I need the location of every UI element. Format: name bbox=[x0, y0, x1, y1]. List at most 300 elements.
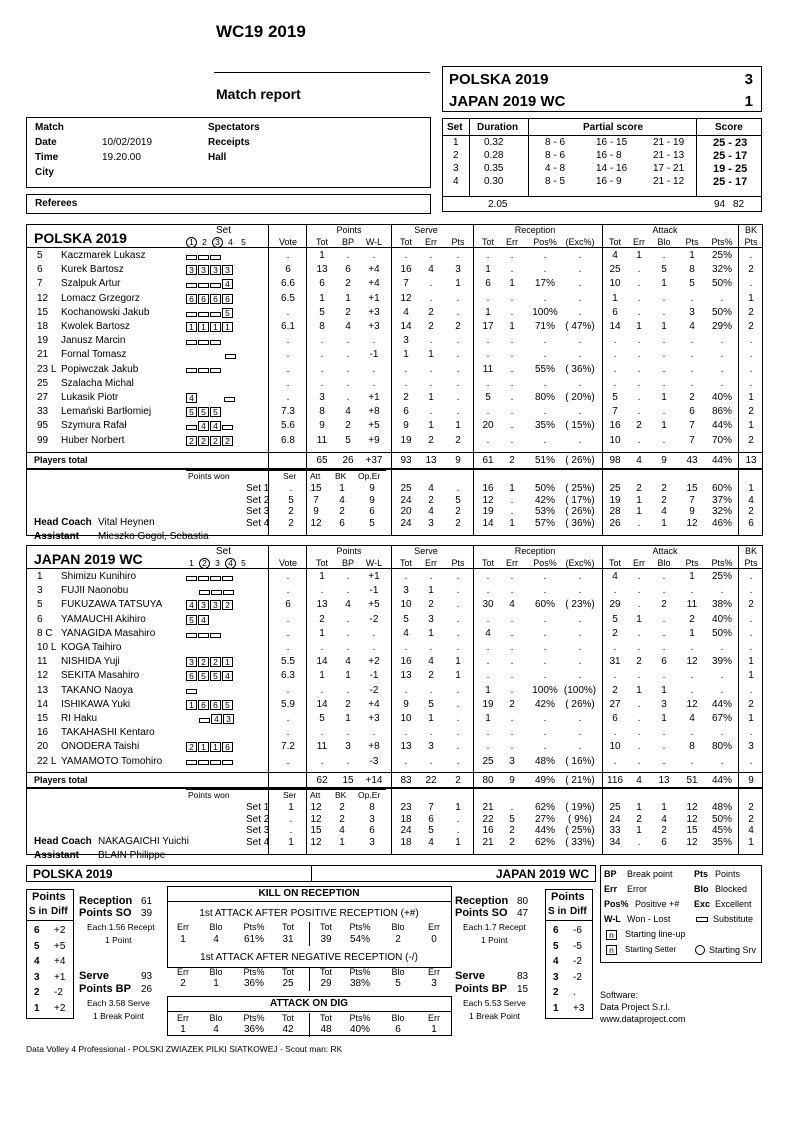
stat-bk: 1 bbox=[748, 670, 754, 682]
stat-wl: +9 bbox=[368, 434, 380, 446]
stat-r_exc: . bbox=[578, 741, 582, 753]
stat-bk: 13 bbox=[745, 455, 757, 466]
set-stat-sv_tot: 18 bbox=[400, 836, 412, 848]
stat-wl: +1 bbox=[368, 292, 380, 304]
stat-a_blo: . bbox=[662, 727, 666, 739]
stat-a_blo: 1 bbox=[661, 278, 667, 290]
col-head-exc: (Exc%) bbox=[565, 558, 595, 568]
stat-tot: 5 bbox=[319, 713, 325, 724]
stat-wl: +3 bbox=[368, 321, 380, 332]
substitute-mark bbox=[222, 576, 233, 581]
column-divider bbox=[306, 546, 307, 788]
set-stat-bk2: 1 bbox=[748, 483, 754, 494]
stat-sv_pts: . bbox=[456, 335, 460, 347]
stat-r_pos: . bbox=[543, 292, 547, 304]
starting-position: 2 bbox=[198, 436, 209, 446]
stat-sv_pts: 2 bbox=[455, 321, 461, 332]
stat-a_pts: 1 bbox=[689, 250, 695, 261]
set-oper: 9 bbox=[369, 483, 375, 494]
kill-head: Blo bbox=[209, 922, 223, 932]
diff-label: Diff bbox=[570, 906, 587, 917]
rotation-diff: -2 bbox=[573, 956, 582, 967]
kill-value: 2 bbox=[180, 978, 186, 989]
substitute-mark bbox=[199, 590, 210, 595]
set-stat-sv_pts: . bbox=[456, 813, 460, 825]
set-number: 3 bbox=[453, 163, 459, 174]
starting-position: 1 bbox=[222, 322, 233, 332]
stat-r_err: . bbox=[510, 741, 514, 753]
substitute-mark bbox=[198, 283, 209, 288]
player-number: 33 bbox=[37, 406, 49, 418]
stat-bk: . bbox=[749, 335, 753, 347]
stat-r_pos: . bbox=[543, 642, 547, 653]
set-stat-sv_pts: 5 bbox=[455, 494, 461, 506]
partial-score: 21 - 19 bbox=[653, 137, 685, 148]
stat-sv_tot: 3 bbox=[403, 335, 409, 347]
player-number: 1 bbox=[37, 571, 43, 582]
set-stat-a_pct: 48% bbox=[711, 802, 733, 813]
stat-r_err: . bbox=[510, 406, 514, 418]
stat-a_err: . bbox=[637, 349, 641, 361]
stat-sv_err: 2 bbox=[428, 599, 434, 611]
stat-r_pos: . bbox=[543, 613, 547, 625]
set-stat-a_tot: 28 bbox=[609, 506, 621, 517]
set-stat-a_pct: 37% bbox=[711, 494, 733, 506]
stat-r_exc: . bbox=[578, 585, 582, 597]
player-name: FUJII Naonobu bbox=[61, 585, 129, 597]
stat-a_pts: 7 bbox=[689, 420, 695, 432]
stat-sv_tot: 2 bbox=[403, 392, 409, 403]
stat-r_err: . bbox=[510, 264, 514, 276]
total-rule bbox=[27, 452, 762, 453]
stat-r_pos: . bbox=[543, 377, 547, 389]
set-oper: 6 bbox=[369, 506, 375, 517]
col-head-err: Err bbox=[633, 237, 645, 247]
kill-value: 38% bbox=[349, 978, 371, 989]
referees-box: Referees bbox=[26, 194, 431, 214]
match-info-box: Match Date 10/02/2019 Time 19.20.00 City Spectators Receipts Hall bbox=[26, 117, 431, 188]
rotation-diff: -5 bbox=[573, 940, 582, 952]
stat-vote: 7.2 bbox=[281, 741, 295, 753]
stat-bp: . bbox=[346, 363, 350, 375]
starting-position: 1 bbox=[210, 322, 221, 332]
stat-a_pts: . bbox=[690, 727, 694, 739]
stat-a_blo: 2 bbox=[661, 599, 667, 611]
stat-sv_pts: 1 bbox=[455, 278, 461, 290]
stat-wl: +37 bbox=[365, 455, 383, 466]
set-stat-sv_tot: 23 bbox=[400, 802, 412, 813]
stat-r_err: . bbox=[510, 656, 514, 668]
stat-r_err: 1 bbox=[509, 278, 515, 290]
stat-a_pct: 39% bbox=[711, 656, 733, 668]
head-coach-label: Head Coach bbox=[34, 517, 92, 528]
stat-r_exc: ( 47%) bbox=[565, 321, 595, 332]
team-name: JAPAN 2019 WC bbox=[34, 551, 143, 567]
set-stat-a_blo: 1 bbox=[661, 802, 667, 813]
substitute-mark bbox=[186, 576, 197, 581]
stat-sv_pts: 1 bbox=[455, 420, 461, 432]
stat-sv_pts: . bbox=[456, 363, 460, 375]
column-divider bbox=[391, 788, 392, 854]
stat-vote: 5.6 bbox=[281, 420, 295, 432]
kill-value: 42 bbox=[282, 1024, 294, 1035]
stat-r_tot: 20 bbox=[482, 420, 494, 432]
player-number: 3 bbox=[37, 585, 43, 597]
stat-a_pts: 8 bbox=[689, 741, 695, 753]
player-name: Huber Norbert bbox=[61, 434, 125, 446]
col-head-pts: Pts bbox=[685, 558, 699, 568]
stat-a_pts: 1 bbox=[689, 627, 695, 639]
stat-a_pct: 40% bbox=[711, 613, 733, 625]
reception-label: Reception bbox=[455, 895, 509, 907]
home-team: POLSKA 2019 bbox=[449, 71, 549, 88]
header-rule bbox=[27, 568, 762, 569]
set-att: 15 bbox=[310, 825, 322, 836]
set-oper: 3 bbox=[369, 836, 375, 848]
set-att: 12 bbox=[310, 813, 322, 825]
column-divider bbox=[473, 225, 474, 469]
set-label: Set 2 bbox=[246, 813, 270, 825]
set-att: 9 bbox=[313, 506, 319, 517]
stat-tot: . bbox=[320, 727, 324, 739]
col-head-pts: Pts bbox=[451, 558, 465, 568]
report-title: WC19 2019 bbox=[216, 22, 306, 41]
set-stat-sv_err: 7 bbox=[428, 802, 434, 813]
stat-a_pts: 51 bbox=[686, 775, 698, 786]
set-bk: 2 bbox=[339, 813, 345, 825]
kill-head: Tot bbox=[319, 1013, 333, 1023]
kill-head: Pts% bbox=[349, 922, 371, 932]
away-team: JAPAN 2019 WC bbox=[449, 93, 566, 110]
stat-a_pct: 86% bbox=[711, 406, 733, 418]
stat-bk: . bbox=[749, 684, 753, 696]
stat-r_exc: ( 21%) bbox=[565, 775, 595, 786]
kill-head: Blo bbox=[391, 922, 405, 932]
stat-wl: +5 bbox=[368, 420, 380, 432]
stat-r_exc: . bbox=[578, 434, 582, 446]
stat-sv_tot: . bbox=[404, 727, 408, 739]
col-head-bp: BP bbox=[341, 237, 355, 247]
player-name: Popiwczak Jakub bbox=[61, 363, 139, 375]
stat-a_err: . bbox=[637, 713, 641, 724]
stat-r_exc: . bbox=[578, 571, 582, 582]
col-head-wl: W-L bbox=[365, 237, 383, 247]
set-stat-sv_tot: 24 bbox=[400, 494, 412, 506]
player-name: YANAGIDA Masahiro bbox=[61, 627, 156, 639]
stat-a_err: . bbox=[637, 727, 641, 739]
stat-vote: . bbox=[286, 363, 290, 375]
first-pos-title: 1st ATTACK AFTER POSITIVE RECEPTION (+#) bbox=[199, 908, 419, 919]
stat-a_pts: 11 bbox=[686, 599, 698, 611]
set-stat-a_tot: 25 bbox=[609, 483, 621, 494]
player-name: Lomacz Grzegorz bbox=[61, 292, 140, 304]
set-ser: 2 bbox=[288, 517, 294, 529]
set-number: 2 bbox=[453, 150, 459, 161]
rotation: 1 bbox=[34, 1002, 40, 1014]
set-stat-r_err: 2 bbox=[509, 825, 515, 836]
reception-value: 80 bbox=[517, 896, 529, 907]
stat-sv_tot: 19 bbox=[400, 434, 412, 446]
starting-position: 4 bbox=[210, 421, 221, 431]
stat-a_err: . bbox=[637, 377, 641, 389]
stat-bk: . bbox=[749, 642, 753, 653]
kill-value: 4 bbox=[213, 934, 219, 945]
stat-tot: 1 bbox=[319, 250, 325, 261]
substitute-mark bbox=[225, 354, 236, 359]
starting-position: 1 bbox=[186, 700, 197, 710]
stat-sv_tot: 10 bbox=[400, 713, 412, 724]
column-divider bbox=[602, 225, 603, 469]
stat-a_pts: 12 bbox=[686, 656, 698, 668]
stat-a_err: . bbox=[637, 627, 641, 639]
stat-a_pct: . bbox=[720, 684, 724, 696]
kill-value: 2 bbox=[395, 934, 401, 945]
kill-head: Tot bbox=[281, 1013, 295, 1023]
partial-score: 8 - 6 bbox=[545, 150, 566, 161]
column-divider bbox=[738, 469, 739, 535]
starting-position: 5 bbox=[222, 700, 233, 710]
points-won-label: Points won bbox=[188, 471, 230, 481]
set-stat-a_blo: 1 bbox=[661, 517, 667, 529]
column-divider bbox=[391, 225, 392, 469]
set-att: 12 bbox=[310, 517, 322, 529]
stat-r_tot: . bbox=[486, 250, 490, 261]
stat-sv_tot: . bbox=[404, 250, 408, 261]
set-num-head: 5 bbox=[241, 237, 246, 247]
set-participation bbox=[186, 757, 234, 768]
rotation-diff: -6 bbox=[573, 925, 582, 936]
col-head-exc: (Exc%) bbox=[565, 237, 595, 247]
stat-wl: +14 bbox=[365, 775, 383, 786]
stat-sv_tot: 5 bbox=[403, 613, 409, 625]
stat-bp: 15 bbox=[342, 775, 354, 786]
set-stat-sv_err: 4 bbox=[428, 483, 434, 494]
stat-a_blo: 1 bbox=[661, 392, 667, 403]
stat-sv_err: . bbox=[429, 642, 433, 653]
stat-r_exc: ( 23%) bbox=[565, 599, 595, 611]
stat-sv_err: 22 bbox=[425, 775, 437, 786]
stat-tot: 11 bbox=[316, 741, 328, 753]
stat-a_err: 4 bbox=[636, 455, 642, 466]
set-participation bbox=[186, 308, 234, 319]
player-number: 99 bbox=[37, 434, 49, 446]
head-coach-label: Head Coach bbox=[34, 836, 92, 847]
set-participation bbox=[186, 600, 234, 611]
col-head-tot: Tot bbox=[315, 558, 329, 568]
kill-divider bbox=[309, 967, 310, 991]
stat-bp: 26 bbox=[342, 455, 354, 466]
rotation: 6 bbox=[553, 925, 559, 936]
kill-divider bbox=[309, 922, 310, 946]
stat-a_err: . bbox=[637, 698, 641, 710]
player-name: TAKANO Naoya bbox=[61, 684, 134, 696]
stat-r_exc: . bbox=[578, 627, 582, 639]
stat-a_tot: 31 bbox=[609, 656, 621, 668]
starting-position: 1 bbox=[198, 742, 209, 752]
rotation-diff: +4 bbox=[54, 956, 66, 967]
set-stat-a_pct: 32% bbox=[711, 506, 733, 517]
col-head-tot: Tot bbox=[608, 558, 622, 568]
kill-head: Tot bbox=[319, 967, 333, 977]
stat-tot: 9 bbox=[319, 420, 325, 432]
stat-a_tot: 2 bbox=[612, 684, 618, 696]
partial-score: 21 - 13 bbox=[653, 150, 685, 161]
stat-r_exc: ( 36%) bbox=[565, 363, 595, 375]
stat-a_tot: 4 bbox=[612, 571, 618, 582]
stat-sv_tot: 4 bbox=[403, 306, 409, 318]
first-neg-title: 1st ATTACK AFTER NEGATIVE RECEPTION (-/) bbox=[200, 952, 418, 963]
stat-wl: -1 bbox=[369, 670, 379, 682]
stat-wl: -1 bbox=[369, 585, 379, 597]
stat-vote: . bbox=[286, 250, 290, 261]
set-participation bbox=[186, 615, 210, 626]
stat-bk: 2 bbox=[748, 306, 754, 318]
software-label: Software: bbox=[600, 990, 639, 1000]
player-number: 12 bbox=[37, 670, 49, 682]
column-divider bbox=[391, 546, 392, 788]
stat-vote: . bbox=[286, 585, 290, 597]
stat-bp: . bbox=[346, 613, 350, 625]
stat-a_blo: . bbox=[662, 627, 666, 639]
starting-setter-icon: n bbox=[606, 945, 617, 955]
set-stat-sv_err: 2 bbox=[428, 494, 434, 506]
points-label: Points bbox=[32, 891, 66, 903]
stat-tot: . bbox=[320, 349, 324, 361]
stat-wl: -2 bbox=[369, 613, 379, 625]
starting-position: 3 bbox=[198, 600, 209, 610]
stat-r_tot: 30 bbox=[482, 599, 494, 611]
set-stat-sv_pts: 1 bbox=[455, 836, 461, 848]
starting-position: 6 bbox=[222, 294, 233, 304]
set-participation bbox=[186, 657, 234, 668]
column-divider bbox=[268, 225, 269, 469]
stat-r_exc: (100%) bbox=[563, 684, 597, 696]
substitute-mark bbox=[210, 760, 221, 765]
rotation: 5 bbox=[34, 940, 40, 952]
kill-value: 6 bbox=[395, 1024, 401, 1035]
stat-wl: +3 bbox=[368, 306, 380, 318]
col-head-vote: Vote bbox=[278, 237, 298, 247]
player-name: Szalpuk Artur bbox=[61, 278, 121, 290]
set-bk: 2 bbox=[339, 802, 345, 813]
set-participation bbox=[186, 586, 235, 597]
points-bp-value: 26 bbox=[141, 984, 153, 995]
stat-a_pct: . bbox=[720, 377, 724, 389]
stat-vote: . bbox=[286, 571, 290, 582]
stat-sv_pts: . bbox=[456, 250, 460, 261]
stat-sv_err: 5 bbox=[428, 698, 434, 710]
column-divider bbox=[306, 788, 307, 854]
stat-r_exc: ( 26%) bbox=[565, 455, 595, 466]
stat-r_exc: . bbox=[578, 613, 582, 625]
col-head-reception: Reception bbox=[514, 546, 556, 556]
stat-r_err: . bbox=[510, 627, 514, 639]
stat-a_blo: 1 bbox=[661, 420, 667, 432]
stat-a_tot: 2 bbox=[612, 627, 618, 639]
stat-a_blo: . bbox=[662, 363, 666, 375]
substitute-mark bbox=[198, 312, 209, 317]
starting-position: 4 bbox=[186, 393, 197, 403]
stat-r_err: . bbox=[510, 613, 514, 625]
total-rule bbox=[27, 772, 762, 773]
stat-r_exc: . bbox=[578, 670, 582, 682]
col-head-points: Points bbox=[336, 546, 362, 556]
points-so-value: 47 bbox=[517, 908, 529, 919]
kill-value: 4 bbox=[213, 1024, 219, 1035]
player-number: 25 bbox=[37, 377, 49, 389]
stat-sv_err: 2 bbox=[428, 434, 434, 446]
stat-bp: . bbox=[346, 755, 350, 767]
stat-sv_pts: . bbox=[456, 642, 460, 653]
set-stat-r_err: 5 bbox=[509, 813, 515, 825]
stat-a_err: . bbox=[637, 585, 641, 597]
set-bk: 6 bbox=[339, 517, 345, 529]
stat-a_tot: 14 bbox=[609, 321, 621, 332]
set-stat-bk2: 4 bbox=[748, 494, 754, 506]
stat-sv_tot: 9 bbox=[403, 420, 409, 432]
stat-r_pos: . bbox=[543, 585, 547, 597]
stat-sv_tot: 16 bbox=[400, 656, 412, 668]
col-head-blo: Blo bbox=[657, 558, 671, 568]
set-num-head: 4 bbox=[225, 558, 236, 569]
team-name: POLSKA 2019 bbox=[34, 230, 127, 246]
player-name: TAKAHASHI Kentaro bbox=[61, 727, 155, 739]
stat-a_pct: 50% bbox=[711, 278, 733, 290]
stat-vote: 6 bbox=[285, 264, 291, 276]
col-head-ptspct: Pts% bbox=[711, 558, 733, 568]
player-number: 10 L bbox=[37, 642, 57, 653]
starting-position: 6 bbox=[186, 294, 197, 304]
stat-sv_err: 4 bbox=[428, 264, 434, 276]
set-stat-r_tot: 19 bbox=[482, 506, 494, 517]
set-score: 25 - 23 bbox=[713, 137, 748, 149]
stat-bk: . bbox=[749, 363, 753, 375]
stat-r_tot: . bbox=[486, 377, 490, 389]
set-stat-a_tot: 33 bbox=[609, 825, 621, 836]
stat-r_pos: . bbox=[543, 406, 547, 418]
stat-a_tot: 27 bbox=[609, 698, 621, 710]
starting-position: 5 bbox=[210, 671, 221, 681]
set-bk: 1 bbox=[339, 836, 345, 848]
stat-bp: 2 bbox=[345, 306, 351, 318]
kill-value: 31 bbox=[282, 934, 294, 945]
stat-tot: . bbox=[320, 684, 324, 696]
partial-score: 16 - 15 bbox=[596, 137, 628, 148]
stat-a_tot: . bbox=[613, 727, 617, 739]
head-ser: Ser bbox=[283, 471, 297, 481]
stat-r_pos: 80% bbox=[534, 392, 556, 403]
set-participation bbox=[186, 336, 222, 347]
stat-a_blo: 1 bbox=[661, 321, 667, 332]
total-home: 94 bbox=[714, 199, 726, 210]
rotation-diff: +2 bbox=[54, 925, 66, 936]
player-name: ONODERA Taishi bbox=[61, 741, 140, 753]
points-bp-label: Points BP bbox=[455, 983, 507, 995]
stat-wl: . bbox=[372, 627, 376, 639]
substitute-mark bbox=[198, 633, 209, 638]
player-number: 13 bbox=[37, 684, 49, 696]
stat-bp: . bbox=[346, 250, 350, 261]
starting-position: 2 bbox=[198, 657, 209, 667]
stat-a_blo: . bbox=[662, 335, 666, 347]
stat-a_blo: 6 bbox=[661, 656, 667, 668]
starting-position: 6 bbox=[198, 700, 209, 710]
stat-r_tot: 19 bbox=[482, 698, 494, 710]
stat-a_blo: . bbox=[662, 613, 666, 625]
stat-r_pos: 100% bbox=[532, 684, 558, 696]
stat-r_exc: . bbox=[578, 642, 582, 653]
substitute-icon bbox=[696, 917, 708, 922]
